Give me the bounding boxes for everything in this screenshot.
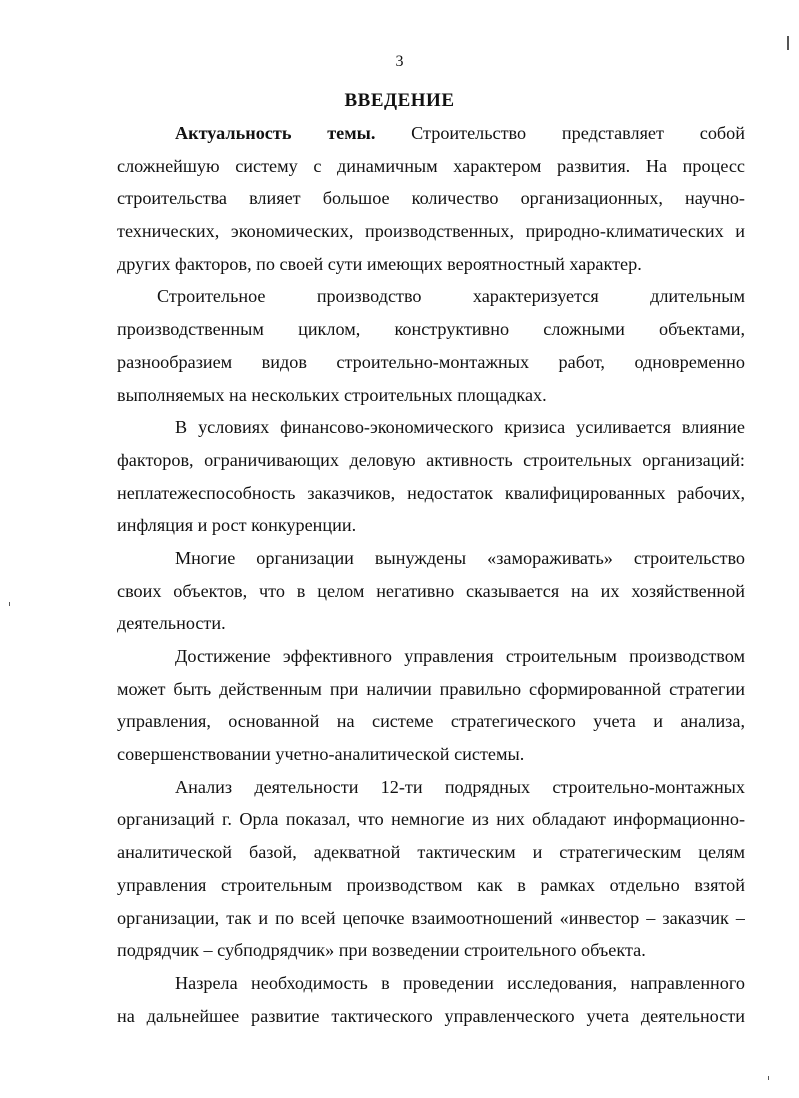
scan-mark [768,1076,769,1080]
text-line: аналитической базой, адекватной тактическим и стратегическим целям [117,842,745,863]
text-line: управления строительным производством как в рамках отдельно взятой [117,874,745,895]
lead-bold: Актуальность темы. [175,123,376,143]
text-line: совершенствовании учетно-аналитической системы. [117,744,525,765]
text-line: организаций г. Орла показал, что немногие из них обладают информационно- [117,809,745,830]
text-line: на дальнейшее развитие тактического управленческого учета деятельности [117,1005,745,1026]
text-line: неплатежеспособность заказчиков, недостаток квалифицированных рабочих, [117,482,745,503]
text-line: Достижение эффективного управления строительным производством [175,646,745,666]
text-line: управления, основанной на системе стратегического учета и анализа, [117,711,745,732]
text-line: организации, так и по всей цепочке взаимоотношений «инвестор – заказчик – [117,907,745,928]
text-line [117,117,745,150]
text-line: Назрела необходимость в проведении исследования, направленного [175,972,745,993]
text-line: технических, экономических, производственных, природно-климатических и [117,221,745,242]
text-line: Анализ деятельности 12-ти подрядных строительно-монтажных [175,776,745,797]
text-line: Строительное производство характеризуется длительным [157,286,745,307]
text-line: факторов, ограничивающих деловую активность строительных организаций: [117,449,745,470]
text-line: своих объектов, что в целом негативно сказывается на их хозяйственной [117,580,745,601]
text-line: других факторов, по своей сути имеющих вероятностный характер. [117,253,642,274]
text-line: инфляция и рост конкуренции. [117,515,357,536]
scan-mark [9,602,10,606]
page-number: 3 [395,53,404,70]
document-body [117,117,745,1032]
scan-mark [787,36,789,50]
section-title: ВВЕДЕНИЕ [344,90,455,111]
text-line: разнообразием видов строительно-монтажных работ, одновременно [117,351,745,372]
text-line: В условиях финансово-экономического кризиса усиливается влияние [175,417,745,438]
text-line: сложнейшую систему с динамичным характером развития. На процесс [117,155,745,176]
text-line: строительства влияет большое количество организационных, научно- [117,188,745,209]
text-line: может быть действенным при наличии правильно сформированной стратегии [117,678,745,699]
text-line: производственным циклом, конструктивно сложными объектами, [117,319,745,340]
text-line: выполняемых на нескольких строительных площадках. [117,384,547,405]
lead-text: Строительство представляет собой [375,123,745,143]
text-line: подрядчик – субподрядчик» при возведении строительного объекта. [117,940,646,961]
text-line: Многие организации вынуждены «замораживать» строительство [175,547,745,568]
text-line: деятельности. [117,613,226,634]
